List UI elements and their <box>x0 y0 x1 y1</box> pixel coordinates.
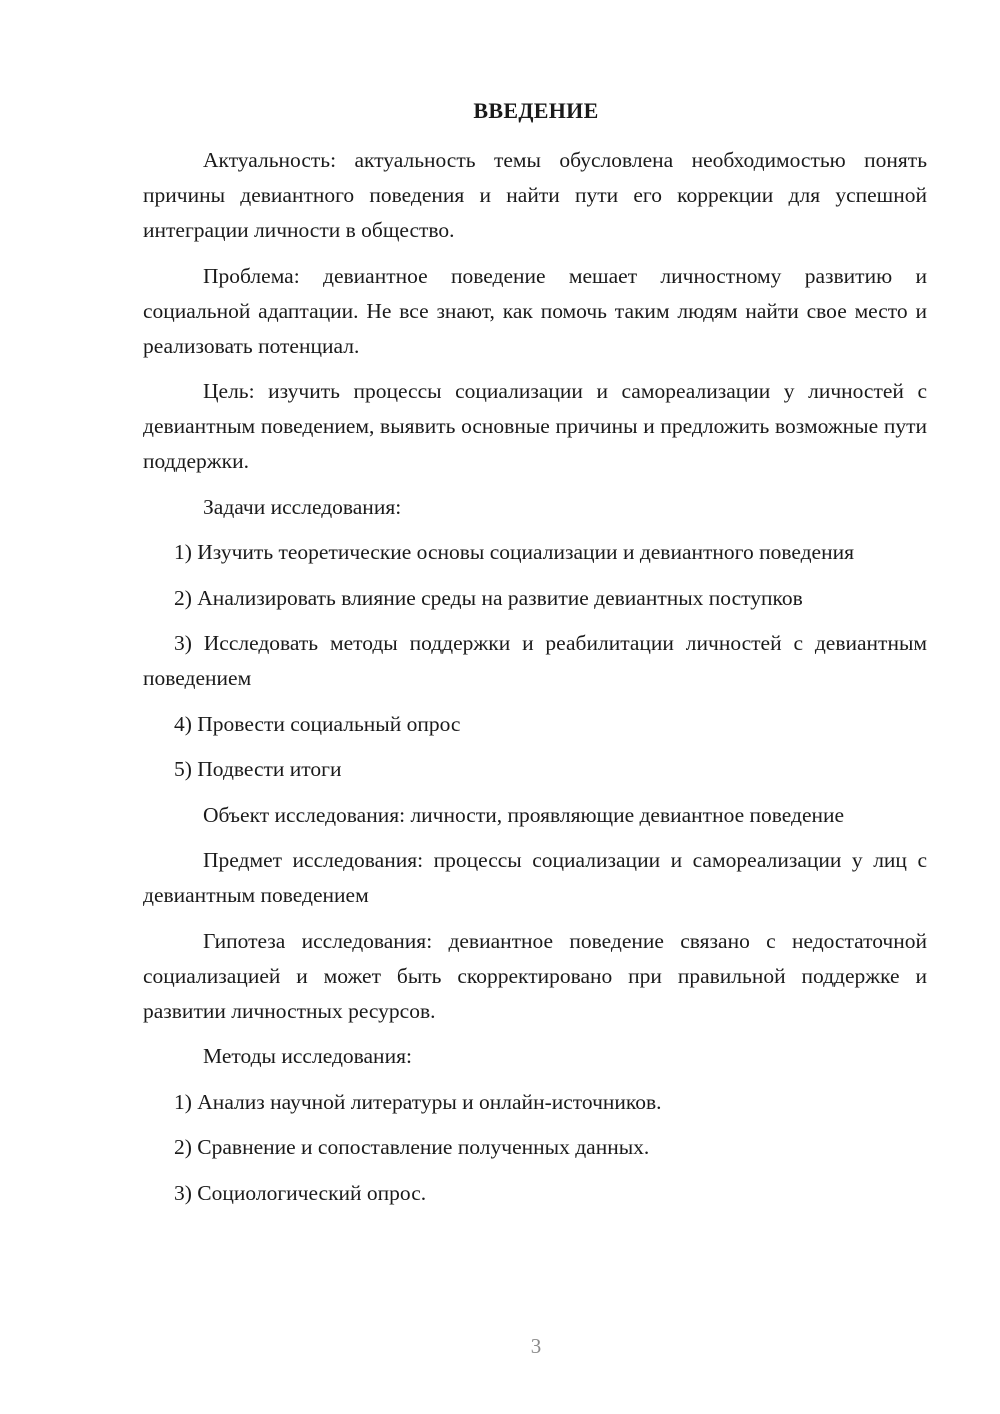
tasks-heading: Задачи исследования: <box>203 494 402 519</box>
subject-paragraph: Предмет исследования: процессы социализации и самореализации у лиц с девиантным поведением <box>143 848 927 907</box>
object-paragraph: Объект исследования: личности, проявляющие девиантное поведение <box>203 802 845 827</box>
methods-heading: Методы исследования: <box>203 1044 412 1068</box>
problem-paragraph: Проблема: девиантное поведение мешает личностному развитию и социальной адаптации. Не все знают, как помочь таким людям найти свое место и реализовать потенциал. <box>143 263 927 358</box>
method-item: 1) Анализ научной литературы и онлайн-источников. <box>174 1089 662 1114</box>
method-item: 2) Сравнение и сопоставление полученных данных. <box>174 1135 650 1159</box>
task-item: 4) Провести социальный опрос <box>174 711 461 736</box>
task-item: 2) Анализировать влияние среды на развитие девиантных поступков <box>174 585 803 610</box>
hypothesis-paragraph: Гипотеза исследования: девиантное поведение связано с недостаточной социализацией и может быть скорректировано при правильной поддержке и развитии личностных ресурсов. <box>143 928 927 1023</box>
method-item: 3) Социологический опрос. <box>174 1180 427 1205</box>
section-title: ВВЕДЕНИЕ <box>473 98 599 123</box>
task-item: 1) Изучить теоретические основы социализации и девиантного поведения <box>174 540 854 564</box>
page-number: 3 <box>530 1334 542 1358</box>
task-item: 5) Подвести итоги <box>174 757 342 781</box>
relevance-paragraph: Актуальность: актуальность темы обусловлена необходимостью понять причины девиантного поведения и найти пути его коррекции для успешной интеграции личности в общество. <box>143 148 927 242</box>
goal-paragraph: Цель: изучить процессы социализации и самореализации у личностей с девиантным поведением, выявить основные причины и предложить возможные пути поддержки. <box>143 379 927 473</box>
task-item: 3) Исследовать методы поддержки и реабилитации личностей с девиантным поведением <box>143 631 927 690</box>
document-body <box>143 143 927 1221</box>
